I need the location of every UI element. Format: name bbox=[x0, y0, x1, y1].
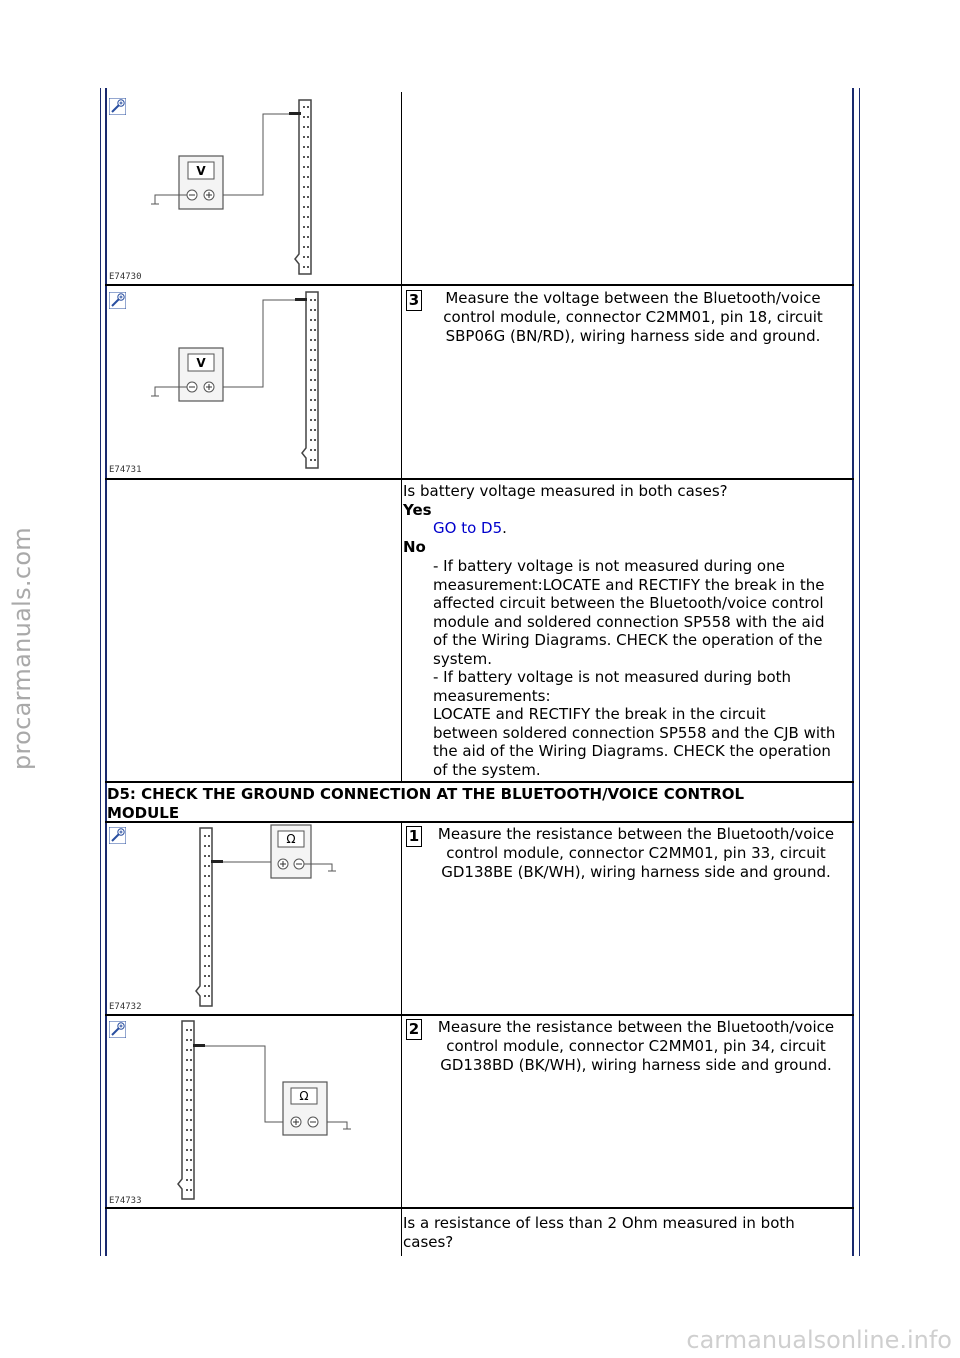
row-line bbox=[105, 781, 854, 783]
figure-label: E74731 bbox=[109, 465, 142, 475]
no-line: the aid of the Wiring Diagrams. CHECK the operation bbox=[433, 742, 831, 760]
goto-d5-link[interactable]: GO to D5 bbox=[433, 519, 503, 537]
no-line: measurements: bbox=[433, 686, 551, 705]
page-border-right-outer bbox=[859, 88, 860, 1256]
no-line: system. bbox=[433, 649, 492, 668]
no-line: between soldered connection SP558 and the CJB with bbox=[433, 723, 836, 742]
figure-e74730 bbox=[107, 94, 400, 284]
figure-e74733 bbox=[107, 1017, 400, 1207]
step-number: 2 bbox=[406, 1019, 422, 1040]
no-action bbox=[433, 557, 853, 779]
d5-header-line1: D5: CHECK THE GROUND CONNECTION AT THE BLUETOOTH/VOICE CONTROL bbox=[107, 785, 745, 803]
no-line: measurement:LOCATE and RECTIFY the break in the bbox=[433, 575, 825, 594]
d5-question-line1: Is a resistance of less than 2 Ohm measured in both bbox=[403, 1214, 795, 1232]
column-divider-lower bbox=[401, 822, 402, 1256]
step-2-text: Measure the resistance between the Bluetooth/voice control module, connector C2MM01, pin 34, circuit GD138BD (BK/WH), wiring harness side and ground. bbox=[437, 1018, 835, 1074]
no-line: of the Wiring Diagrams. CHECK the operation of the bbox=[433, 631, 823, 649]
no-line: - If battery voltage is not measured during both bbox=[433, 668, 792, 686]
d5-question bbox=[403, 1214, 851, 1251]
meter-symbol: Ω bbox=[286, 832, 296, 846]
no-label: No bbox=[403, 538, 426, 556]
figure-label: E74730 bbox=[109, 272, 142, 282]
row-line bbox=[105, 1207, 854, 1209]
no-line: of the system. bbox=[433, 760, 541, 779]
column-divider bbox=[401, 92, 402, 782]
row-line bbox=[105, 1014, 854, 1016]
meter-symbol: Ω bbox=[299, 1089, 309, 1103]
yes-label: Yes bbox=[403, 501, 432, 519]
row-line bbox=[105, 284, 854, 286]
watermark-bottom-right: carmanualsonline.info bbox=[686, 1326, 952, 1354]
yes-action bbox=[433, 519, 507, 538]
d5-header bbox=[107, 785, 852, 822]
figure-e74731 bbox=[107, 287, 400, 477]
meter-symbol: V bbox=[196, 356, 206, 370]
no-line: - If battery voltage is not measured during one bbox=[433, 557, 785, 575]
figure-label: E74732 bbox=[109, 1002, 142, 1012]
step-3-text: Measure the voltage between the Bluetooth/voice control module, connector C2MM01, pin 18, circuit SBP06G (BN/RD), wiring harness side and ground. bbox=[443, 289, 823, 345]
yes-tail: . bbox=[502, 519, 507, 537]
watermark-left: procarmanuals.com bbox=[8, 527, 36, 770]
d5-question-line2: cases? bbox=[403, 1232, 454, 1251]
d5-header-line2: MODULE bbox=[107, 803, 180, 822]
meter-symbol: V bbox=[196, 164, 206, 178]
step-number: 3 bbox=[406, 290, 422, 311]
step-1-text: Measure the resistance between the Bluetooth/voice control module, connector C2MM01, pin 33, circuit GD138BE (BK/WH), wiring harness side and ground. bbox=[437, 825, 835, 881]
no-line: LOCATE and RECTIFY the break in the circuit bbox=[433, 705, 766, 723]
page-border-left-outer bbox=[100, 88, 101, 1256]
figure-label: E74733 bbox=[109, 1196, 142, 1206]
figure-e74732 bbox=[107, 823, 400, 1013]
no-line: affected circuit between the Bluetooth/voice control bbox=[433, 594, 824, 612]
no-line: module and soldered connection SP558 with the aid bbox=[433, 612, 825, 631]
d4-question: Is battery voltage measured in both cases? bbox=[403, 482, 728, 500]
row-line bbox=[105, 478, 854, 480]
step-number: 1 bbox=[406, 826, 422, 847]
